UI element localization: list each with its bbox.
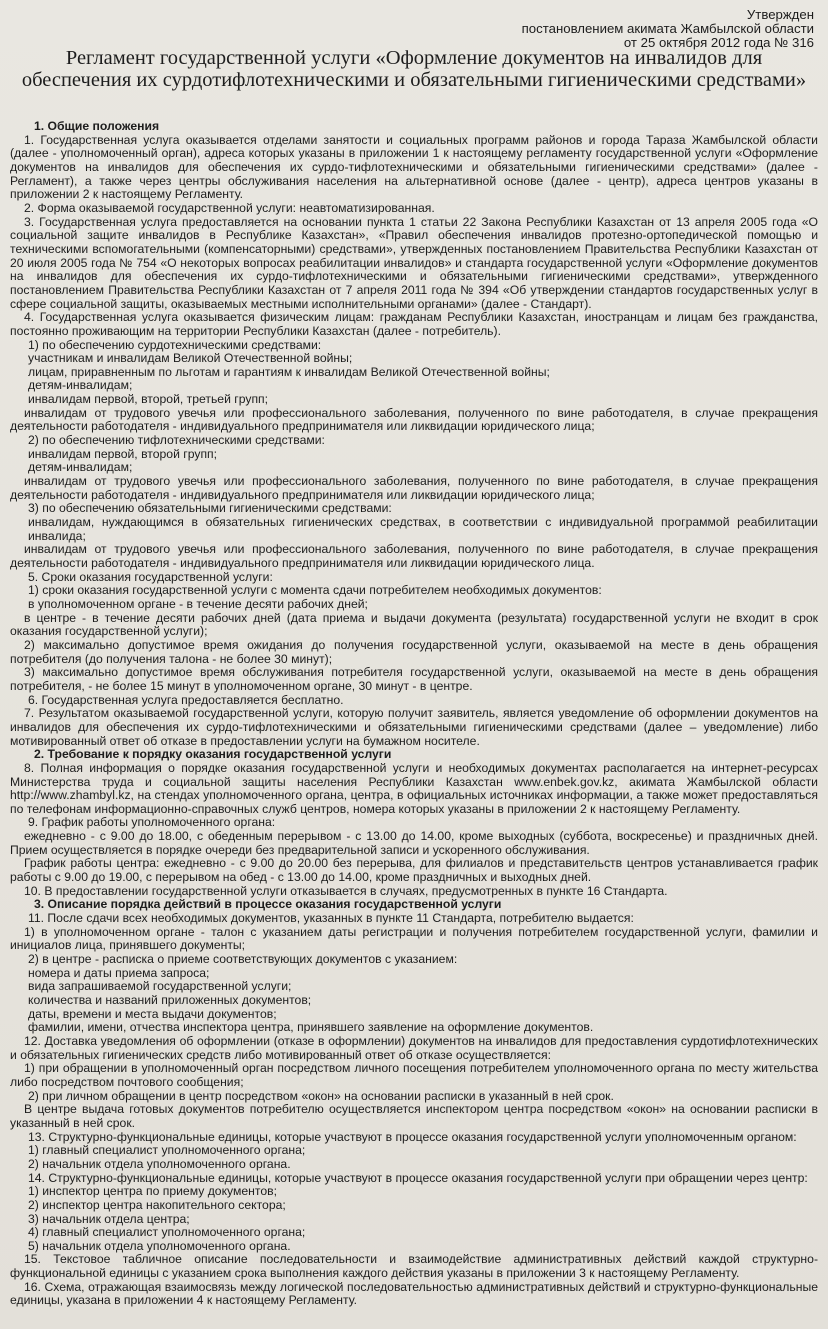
paragraph: 1. Государственная услуга оказывается отделами занятости и социальных программ районов и города Тараза Жамбылской области (далее - уполномоченный орган), адреса которых указаны в приложении 1 к настоящему регламенту государственной услуги «Оформление документов на инвалидов для обеспечения их сурдо-тифлотехническими и обязательными гигиеническими средствами» (далее - Регламент), а также через центры обслуживания населения на альтернативной основе (далее - центр), адреса центров указаны в приложении 2 к настоящему Регламенту.: [10, 132, 818, 202]
paragraph: 15. Текстовое табличное описание последовательности и взаимодействие административных действий каждой структурно-функциональной единицы с указанием срока выполнения каждого действия указаны в приложении 3 к настоящему Регламенту.: [10, 1252, 818, 1281]
paragraph: 5) начальник отдела уполномоченного органа.: [28, 1238, 291, 1253]
paragraph: ежедневно - с 9.00 до 18.00, с обеденным перерывом - с 13.00 до 14.00, кроме выходных (суббота, воскресенье) и праздничных дней. Прием осуществляется в порядке очереди без предварительной записи и ускоренного обслуживания.: [10, 829, 818, 857]
paragraph: 14. Структурно-функциональные единицы, которые участвуют в процессе оказания государственной услуги при обращении через центр:: [28, 1170, 808, 1185]
paragraph: лицам, приравненным по льготам и гарантиям к инвалидам Великой Отечественной войны;: [28, 364, 550, 379]
document-body: [10, 120, 818, 1308]
paragraph: График работы центра: ежедневно - с 9.00 до 20.00 без перерыва, для филиалов и представительств центров устанавливается график работы с 9.00 до 19.00, с перерывом на обед - с 13.00 до 14.00, кроме праздничных и выходных дней.: [10, 856, 818, 885]
paragraph: 4. Государственная услуга оказывается физическим лицам: гражданам Республики Казахстан, иностранцам и лицам без гражданства, постоянно проживающим на территории Республики Казахстан (далее - потребитель).: [10, 310, 818, 338]
paragraph: 16. Схема, отражающая взаимосвязь между логической последовательностью административных действий и структурно-функциональные единицы, указана в приложении 4 к настоящему Регламенту.: [10, 1279, 818, 1308]
paragraph: 2) инспектор центра накопительного сектора;: [28, 1197, 286, 1212]
approval-line: постановлением акимата Жамбылской области: [521, 21, 814, 36]
paragraph: количества и названий приложенных документов;: [28, 993, 312, 1007]
approval-line: от 25 октября 2012 года № 316: [623, 35, 814, 50]
paragraph: В центре выдача готовых документов потребителю осуществляется инспектором центра посредством «окон» на основании расписки в указанный в ней срок.: [10, 1102, 818, 1130]
paragraph: инвалидам от трудового увечья или профессионального заболевания, полученного по вине работодателя, в случае прекращения деятельности работодателя - индивидуального предпринимателя или ликвидации юридического лица.: [10, 542, 818, 570]
paragraph: 8. Полная информация о порядке оказания государственной услуги и необходимых документах располагается на интернет-ресурсах Министерства труда и социальной защиты населения Республики Казахстан www.enbek.gov.kz, акимата Жамбылской области http://www.zhambyl.kz, на стендах уполномоченного органа, центра, в официальных источниках информации, а также может предоставляться по телефонам информационно-справочных служб центров, номера которых указаны в приложении 2 к настоящему Регламенту.: [10, 760, 818, 816]
paragraph: инвалидам от трудового увечья или профессионального заболевания, полученного по вине работодателя, в случае прекращения деятельности работодателя - индивидуального предпринимателя или ликвидации юридического лица;: [10, 405, 818, 434]
paragraph: детям-инвалидам;: [28, 378, 133, 393]
paragraph: вида запрашиваемой государственной услуги;: [28, 979, 292, 994]
paragraph: фамилии, имени, отчества инспектора центра, принявшего заявление на оформление документов.: [28, 1020, 594, 1035]
paragraph: в центре - в течение десяти рабочих дней (дата приема и выдачи документа (результата) государственной услуги не входит в срок оказания государственной услуги);: [10, 610, 818, 639]
paragraph: 6. Государственная услуга предоставляется бесплатно.: [28, 692, 344, 707]
paragraph: 10. В предоставлении государственной услуги отказывается в случаях, предусмотренных в пункте 16 Стандарта.: [24, 883, 668, 898]
paragraph: 2) при личном обращении в центр посредством «окон» на основании расписки в указанный в ней срок.: [28, 1088, 614, 1103]
paragraph: 2) по обеспечению тифлотехническими средствами:: [28, 433, 325, 448]
approval-line: Утвержден: [746, 7, 814, 22]
paragraph: 1) сроки оказания государственной услуги с момента сдачи потребителем необходимых документов:: [28, 583, 602, 598]
paragraph: 11. После сдачи всех необходимых документов, указанных в пункте 11 Стандарта, потребителю выдается:: [28, 911, 634, 926]
document-title: Регламент государственной услуги «Оформление документов на инвалидов для обеспечения их сурдотифлотехническими и обязательными гигиеническими средствами»: [21, 47, 807, 91]
paragraph: 2) начальник отдела уполномоченного органа.: [28, 1156, 291, 1171]
paragraph: 2) в центре - расписка о приеме соответствующих документов с указанием:: [28, 952, 458, 967]
paragraph: даты, времени и места выдачи документов;: [28, 1006, 277, 1021]
paragraph: 13. Структурно-функциональные единицы, которые участвуют в процессе оказания государственной услуги уполномоченным органом:: [28, 1129, 797, 1144]
paragraph: 1) по обеспечению сурдотехническими средствами:: [28, 337, 322, 352]
paragraph: 4) главный специалист уполномоченного органа;: [28, 1225, 306, 1240]
paragraph: в уполномоченном органе - в течение десяти рабочих дней;: [28, 596, 368, 611]
paragraph: 3) максимально допустимое время обслуживания потребителя государственной услуги, оказываемой на месте в день обращения потребителя, - не более 15 минут в уполномоченном органе, 30 минут - в центре.: [10, 665, 818, 693]
paragraph: инвалидам первой, второй, третьей групп;: [28, 392, 269, 407]
approval-stamp-text: [454, 8, 814, 50]
section-heading: 1. Общие положения: [34, 119, 160, 133]
paragraph: 3) начальник отдела центра;: [28, 1211, 190, 1226]
paragraph: 3. Государственная услуга предоставляется на основании пункта 1 статьи 22 Закона Республики Казахстан от 13 апреля 2005 года «О социальной защите инвалидов в Республике Казахстан», «Правил обеспечения инвалидов протезно-ортопедической помощью и техническими вспомогательными (компенсаторными) средствами», утвержденных постановлением Правительства Республики Казахстан от 20 июля 2005 года № 754 «О некоторых вопросах реабилитации инвалидов» и стандарта государственной услуги «Оформление документов на инвалидов для обеспечения их сурдо-тифлотехническими и обязательными гигиеническими средствами», утвержденного постановлением Правительства Республики Казахстан от 7 апреля 2011 года № 394 «Об утверждении стандартов государственных услуг в сфере социальной защиты, оказываемых местными исполнительными органами» (далее - Стандарт).: [10, 214, 818, 311]
paragraph: 12. Доставка уведомления об оформлении (отказе в оформлении) документов на инвалидов для предоставления сурдотифлотехнических и обязательных гигиенических средств либо мотивированный ответ об отказе осуществляется:: [10, 1033, 818, 1062]
paragraph: инвалидам, нуждающимся в обязательных гигиенических средствах, в соответствии с индивидуальной программой реабилитации инвалида;: [28, 515, 818, 543]
paragraph: участникам и инвалидам Великой Отечественной войны;: [28, 351, 353, 366]
paragraph: 5. Сроки оказания государственной услуги:: [28, 569, 273, 584]
paragraph: 1) в уполномоченном органе - талон с указанием даты регистрации и получения потребителем государственной услуги, фамилии и инициалов лица, принявшего документы;: [10, 924, 818, 953]
paragraph: 2. Форма оказываемой государственной услуги: неавтоматизированная.: [24, 200, 435, 215]
paragraph: инвалидам от трудового увечья или профессионального заболевания, полученного по вине работодателя, в случае прекращения деятельности работодателя - индивидуального предпринимателя или ликвидации юридического лица;: [10, 474, 818, 502]
paragraph: 2) максимально допустимое время ожидания до получения государственной услуги, оказываемой на месте в день обращения потребителя (до получения талона - не более 30 минут);: [10, 637, 818, 666]
paragraph: 9. График работы уполномоченного органа:: [28, 815, 276, 830]
paragraph: 3) по обеспечению обязательными гигиеническими средствами:: [28, 501, 392, 516]
paragraph: 7. Результатом оказываемой государственной услуги, которую получит заявитель, является уведомление об оформлении документов на инвалидов для обеспечения их сурдо-тифлотехническими и обязательными гигиеническими средствами (далее – уведомление) либо мотивированный ответ об отказе в предоставлении услуги на бумажном носителе.: [10, 706, 818, 748]
paragraph: номера и даты приема запроса;: [28, 965, 210, 980]
section-heading: 2. Требование к порядку оказания государственной услуги: [34, 747, 392, 762]
paragraph: 1) при обращении в уполномоченный орган посредством личного посещения потребителем уполномоченного органа по месту жительства либо посредством почтового сообщения;: [10, 1061, 818, 1089]
paragraph: 1) главный специалист уполномоченного органа;: [28, 1143, 306, 1158]
paragraph: инвалидам первой, второй групп;: [28, 446, 218, 461]
paragraph: детям-инвалидам;: [28, 460, 133, 475]
paragraph: 1) инспектор центра по приему документов;: [28, 1184, 277, 1199]
section-heading: 3. Описание порядка действий в процессе оказания государственной услуги: [34, 897, 502, 912]
